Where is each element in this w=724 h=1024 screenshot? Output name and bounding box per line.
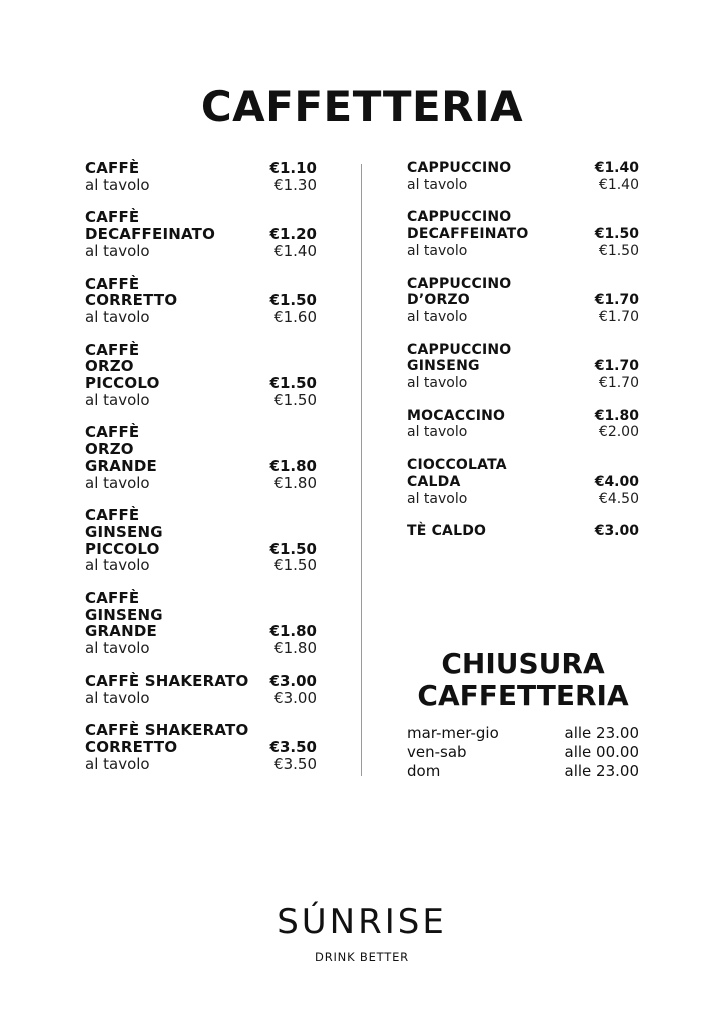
menu-item-name: [407, 408, 505, 425]
table-service-price: €3.00: [274, 688, 317, 707]
menu-item-name-line: CAFFÈ: [85, 589, 140, 608]
table-service-price: €1.50: [274, 556, 317, 575]
menu-item-price: €1.80: [594, 407, 639, 424]
menu-item-main-row: [407, 160, 639, 177]
menu-item: [85, 673, 317, 706]
hours-time: alle 23.00: [564, 724, 639, 742]
table-service-label: al tavolo: [407, 375, 468, 392]
menu-item-name: [407, 523, 486, 540]
table-service-label: al tavolo: [85, 556, 150, 575]
menu-item-main-row: [407, 457, 639, 490]
table-service-price: €1.70: [598, 308, 639, 325]
table-service-price: €1.70: [598, 375, 639, 392]
brand-tagline: DRINK BETTER: [315, 950, 409, 964]
menu-item-main-row: [85, 276, 317, 309]
menu-column-right: [407, 160, 639, 556]
menu-item-main-row: [407, 276, 639, 309]
menu-item-main-row: [85, 590, 317, 640]
menu-item-name: [85, 507, 163, 557]
hours-time: alle 23.00: [564, 762, 639, 780]
menu-item-main-row: [85, 342, 317, 392]
menu-item-main-row: [407, 209, 639, 242]
menu-item-main-row: [85, 507, 317, 557]
menu-item-table-row: [85, 392, 317, 409]
menu-item-table-row: [407, 375, 639, 392]
menu-item-name-line: CAPPUCCINO: [407, 275, 512, 292]
menu-item-main-row: [407, 342, 639, 375]
menu-item-name-line: CIOCCOLATA: [407, 457, 507, 474]
hours-row: [407, 762, 639, 781]
menu-item-name-line: CAFFÈ: [85, 423, 140, 442]
menu-item-name: [407, 457, 507, 490]
menu-item: [407, 457, 639, 507]
menu-item-price: €3.50: [269, 737, 317, 756]
table-service-label: al tavolo: [407, 308, 468, 325]
menu-item-name: [85, 160, 139, 177]
menu-item-name-line: CAPPUCCINO: [407, 341, 512, 358]
menu-item-table-row: [407, 243, 639, 260]
brand-logo: [0, 902, 724, 964]
menu-item-table-row: [85, 309, 317, 326]
menu-item-name-line: CAFFÈ: [85, 159, 140, 177]
menu-item-name: [85, 276, 177, 309]
menu-item-name-line: TÈ CALDO: [407, 523, 487, 540]
table-service-price: €1.80: [274, 473, 317, 492]
menu-item: [407, 523, 639, 540]
menu-item-name: [85, 342, 160, 392]
menu-item-name: [407, 209, 529, 242]
menu-item-main-row: [85, 160, 317, 177]
menu-item-name-line: DECAFFEINATO: [407, 226, 529, 243]
menu-item-name: [407, 342, 511, 375]
table-service-price: €1.40: [598, 176, 639, 193]
hours-days: dom: [407, 762, 441, 780]
table-service-label: al tavolo: [407, 242, 468, 259]
menu-item-price: €1.50: [269, 291, 317, 310]
table-service-label: al tavolo: [85, 390, 150, 409]
menu-item-price: €1.40: [594, 160, 639, 176]
menu-item: [85, 424, 317, 491]
table-service-price: €2.00: [598, 424, 639, 441]
menu-item: [85, 722, 317, 772]
menu-item-price: €1.70: [594, 358, 639, 375]
menu-item-name-line: ORZO: [85, 357, 134, 376]
menu-item-name-line: D’ORZO: [407, 292, 470, 309]
menu-item-name-line: CAFFÈ SHAKERATO: [85, 721, 249, 740]
closing-title-line1: CHIUSURA: [441, 647, 605, 680]
table-service-price: €4.50: [598, 490, 639, 507]
menu-item-name-line: ORZO: [85, 440, 134, 459]
menu-item-price: €3.00: [269, 671, 317, 690]
menu-item-name: [85, 673, 248, 690]
table-service-price: €1.50: [598, 242, 639, 259]
menu-item-name-line: GRANDE: [85, 622, 157, 641]
table-service-label: al tavolo: [85, 473, 150, 492]
menu-item: [407, 342, 639, 392]
menu-item-name-line: CAFFÈ: [85, 208, 140, 227]
table-service-label: al tavolo: [85, 241, 150, 260]
menu-item: [85, 209, 317, 259]
menu-item-table-row: [85, 640, 317, 657]
brand-name: SÚNRISE: [277, 902, 447, 942]
menu-item-name-line: DECAFFEINATO: [85, 225, 216, 244]
closing-title: [407, 648, 639, 712]
hours-row: [407, 724, 639, 743]
menu-item-table-row: [407, 424, 639, 441]
menu-item-price: €3.00: [594, 523, 639, 540]
menu-item-name-line: CORRETTO: [85, 737, 178, 756]
menu-item-main-row: [85, 424, 317, 474]
page-title: CAFFETTERIA: [200, 82, 524, 131]
table-service-label: al tavolo: [85, 688, 150, 707]
menu-item-name-line: CAFFÈ: [85, 274, 140, 293]
menu-item-table-row: [407, 177, 639, 194]
hours-row: [407, 743, 639, 762]
menu-item: [85, 342, 317, 409]
menu-item-name-line: CAFFÈ SHAKERATO: [85, 671, 249, 690]
table-service-label: al tavolo: [407, 490, 468, 507]
menu-item-name-line: GRANDE: [85, 456, 157, 475]
menu-item-price: €4.00: [594, 473, 639, 490]
table-service-label: al tavolo: [85, 175, 150, 194]
menu-item-name: [407, 276, 511, 309]
menu-item: [85, 507, 317, 574]
table-service-label: al tavolo: [85, 307, 150, 326]
menu-item-table-row: [85, 690, 317, 707]
table-service-price: €1.80: [274, 639, 317, 658]
menu-item: [85, 276, 317, 326]
menu-item-name-line: CAPPUCCINO: [407, 160, 512, 176]
menu-item-name-line: CAPPUCCINO: [407, 209, 512, 226]
menu-item: [407, 160, 639, 193]
closing-hours: [407, 724, 639, 781]
menu-item-table-row: [85, 756, 317, 773]
menu-item-table-row: [85, 557, 317, 574]
menu-item-price: €1.20: [269, 225, 317, 244]
menu-item-main-row: [407, 523, 639, 540]
menu-item-price: €1.50: [594, 226, 639, 243]
menu-item: [85, 590, 317, 657]
menu-item-name-line: CAFFÈ: [85, 506, 140, 525]
menu-item-name-line: CORRETTO: [85, 291, 178, 310]
menu-item-name-line: CAFFÈ: [85, 340, 140, 359]
menu-item-name: [85, 209, 215, 242]
menu-item-name: [407, 160, 511, 177]
menu-item-name: [85, 424, 157, 474]
table-service-label: al tavolo: [407, 176, 468, 193]
menu-item-main-row: [85, 673, 317, 690]
menu-item-name: [85, 722, 248, 755]
hours-days: mar-mer-gio: [407, 724, 499, 742]
menu-item-table-row: [407, 491, 639, 508]
hours-days: ven-sab: [407, 743, 467, 761]
table-service-label: al tavolo: [85, 639, 150, 658]
menu-item-table-row: [407, 309, 639, 326]
menu-item: [407, 408, 639, 441]
table-service-price: €1.60: [274, 307, 317, 326]
menu-item-price: €1.80: [269, 456, 317, 475]
menu-item: [407, 209, 639, 259]
menu-item-name-line: GINSENG: [407, 358, 480, 375]
menu-item-price: €1.50: [269, 539, 317, 558]
menu-item-name-line: CALDA: [407, 473, 461, 490]
menu-item-name: [85, 590, 163, 640]
table-service-label: al tavolo: [407, 424, 468, 441]
menu-item: [407, 276, 639, 326]
menu-item-price: €1.50: [269, 374, 317, 393]
table-service-price: €3.50: [274, 754, 317, 773]
menu-item-name-line: PICCOLO: [85, 374, 160, 393]
table-service-price: €1.50: [274, 390, 317, 409]
menu-item-table-row: [85, 475, 317, 492]
menu-item-name-line: MOCACCINO: [407, 407, 506, 424]
menu-column-left: [85, 160, 317, 788]
menu-item-price: €1.10: [269, 159, 317, 177]
table-service-label: al tavolo: [85, 754, 150, 773]
menu-item: [85, 160, 317, 193]
menu-item-price: €1.80: [269, 622, 317, 641]
table-service-price: €1.30: [274, 175, 317, 194]
menu-item-name-line: PICCOLO: [85, 539, 160, 558]
menu-item-main-row: [85, 209, 317, 242]
menu-item-name-line: GINSENG: [85, 522, 163, 541]
hours-time: alle 00.00: [564, 743, 639, 761]
menu-item-price: €1.70: [594, 292, 639, 309]
menu-item-table-row: [85, 177, 317, 194]
menu-item-table-row: [85, 243, 317, 260]
menu-item-main-row: [85, 722, 317, 755]
column-divider: [361, 164, 362, 776]
closing-title-line2: CAFFETTERIA: [417, 679, 629, 712]
menu-item-main-row: [407, 408, 639, 425]
table-service-price: €1.40: [274, 241, 317, 260]
menu-item-name-line: GINSENG: [85, 605, 163, 624]
